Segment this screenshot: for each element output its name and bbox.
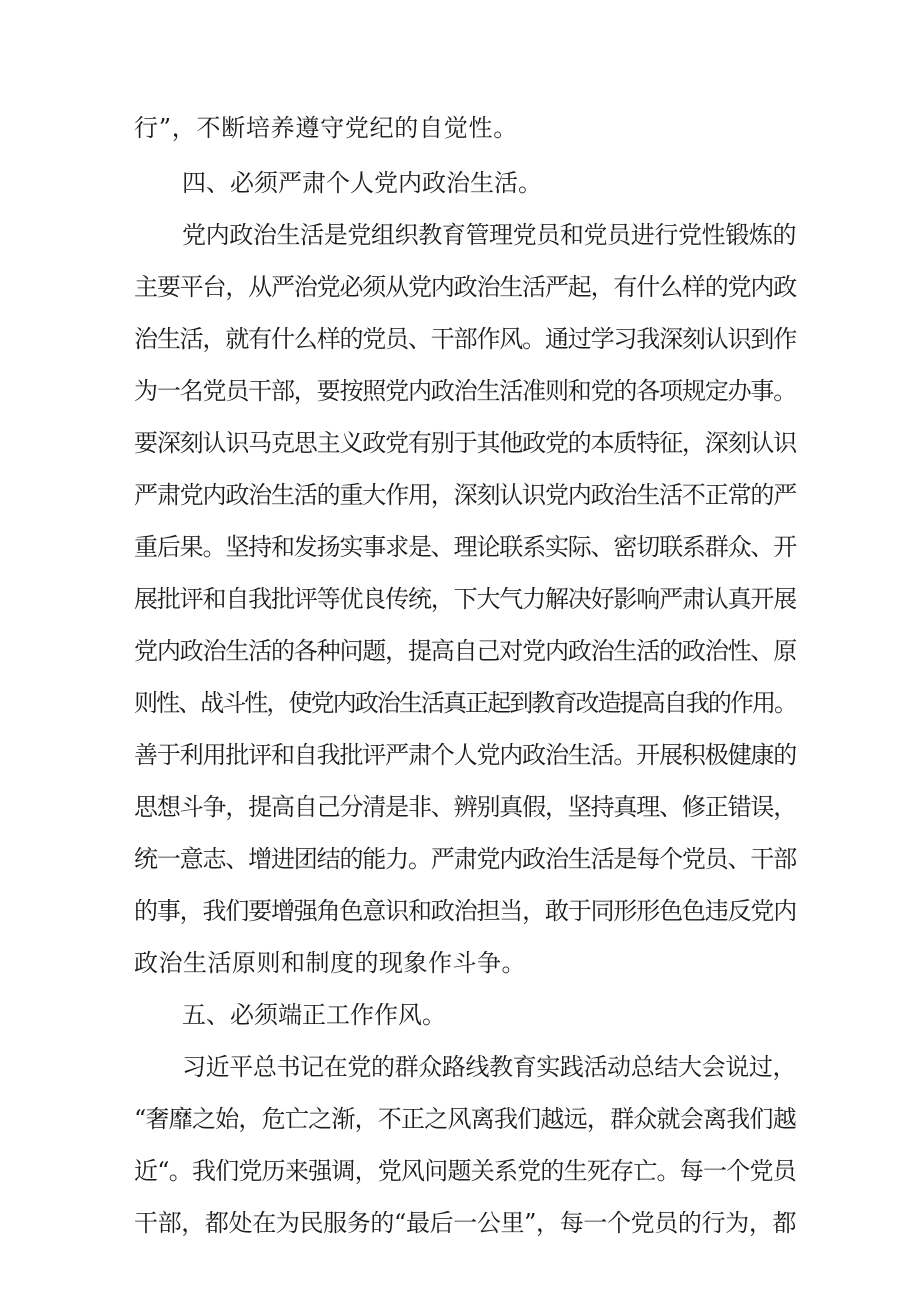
section-heading [0,992,920,1038]
text-line [0,368,920,414]
line-text: 统一意志、增进团结的能力。严肃党内政治生活是每个党员、干部 [134,845,797,873]
line-text: 重后果。坚持和发扬实事求是、理论联系实际、密切联系群众、开 [134,533,797,561]
text-line [0,576,920,622]
text-line [0,1200,920,1246]
text-line [0,732,920,778]
line-text: 党内政治生活是党组织教育管理党员和党员进行党性锻炼的 [182,221,797,249]
text-line [0,316,920,362]
line-text: 近“。我们党历来强调，党风问题关系党的生死存亡。每一个党员 [134,1157,796,1185]
text-line [0,1044,920,1090]
line-text: 善于利用批评和自我批评严肃个人党内政治生活。开展积极健康的 [134,741,797,769]
line-text: 党内政治生活的各种问题，提高自己对党内政治生活的政治性、原 [134,637,797,665]
line-text: 治生活，就有什么样的党员、干部作风。通过学习我深刻认识到作 [134,325,797,353]
line-text: 严肃党内政治生活的重大作用，深刻认识党内政治生活不正常的严 [134,481,797,509]
line-text: “奢靡之始，危亡之渐，不正之风离我们越远，群众就会离我们越 [134,1105,796,1133]
text-line [0,472,920,518]
line-text: 主要平台，从严治党必须从党内政治生活严起，有什么样的党内政 [134,273,797,301]
text-line [0,212,920,258]
line-text: 则性、战斗性，使党内政治生活真正起到教育改造提高自我的作用。 [134,689,797,717]
text-line [0,264,920,310]
text-line [0,888,920,934]
line-text: 思想斗争，提高自己分清是非、辨别真假，坚持真理、修正错误， [134,793,797,821]
line-text: 展批评和自我批评等优良传统，下大气力解决好影响严肃认真开展 [134,585,797,613]
text-line [0,628,920,674]
text-line [0,420,920,466]
line-text: 要深刻认识马克思主义政党有别于其他政党的本质特征，深刻认识 [134,429,797,457]
text-line [0,1148,920,1194]
section-heading [0,160,920,206]
line-text: 干部，都处在为民服务的“最后一公里”，每一个党员的行为，都 [134,1209,797,1237]
line-text: 为一名党员干部，要按照党内政治生活准则和党的各项规定办事。 [134,377,797,405]
text-line [0,836,920,882]
line-text: 政治生活原则和制度的现象作斗争。 [134,949,526,977]
text-line [0,784,920,830]
line-text: 习近平总书记在党的群众路线教育实践活动总结大会说过， [182,1053,797,1081]
section-heading-text: 四、必须严肃个人党内政治生活。 [182,169,542,197]
text-line [0,680,920,726]
line-text: 的事，我们要增强角色意识和政治担当，敢于同形形色色违反党内 [134,897,797,925]
text-line [0,105,920,151]
section-heading-text: 五、必须端正工作作风。 [182,1001,446,1029]
line-text: 行”，不断培养遵守党纪的自觉性。 [134,114,518,142]
text-line [0,524,920,570]
text-line [0,940,920,986]
text-line [0,1096,920,1142]
